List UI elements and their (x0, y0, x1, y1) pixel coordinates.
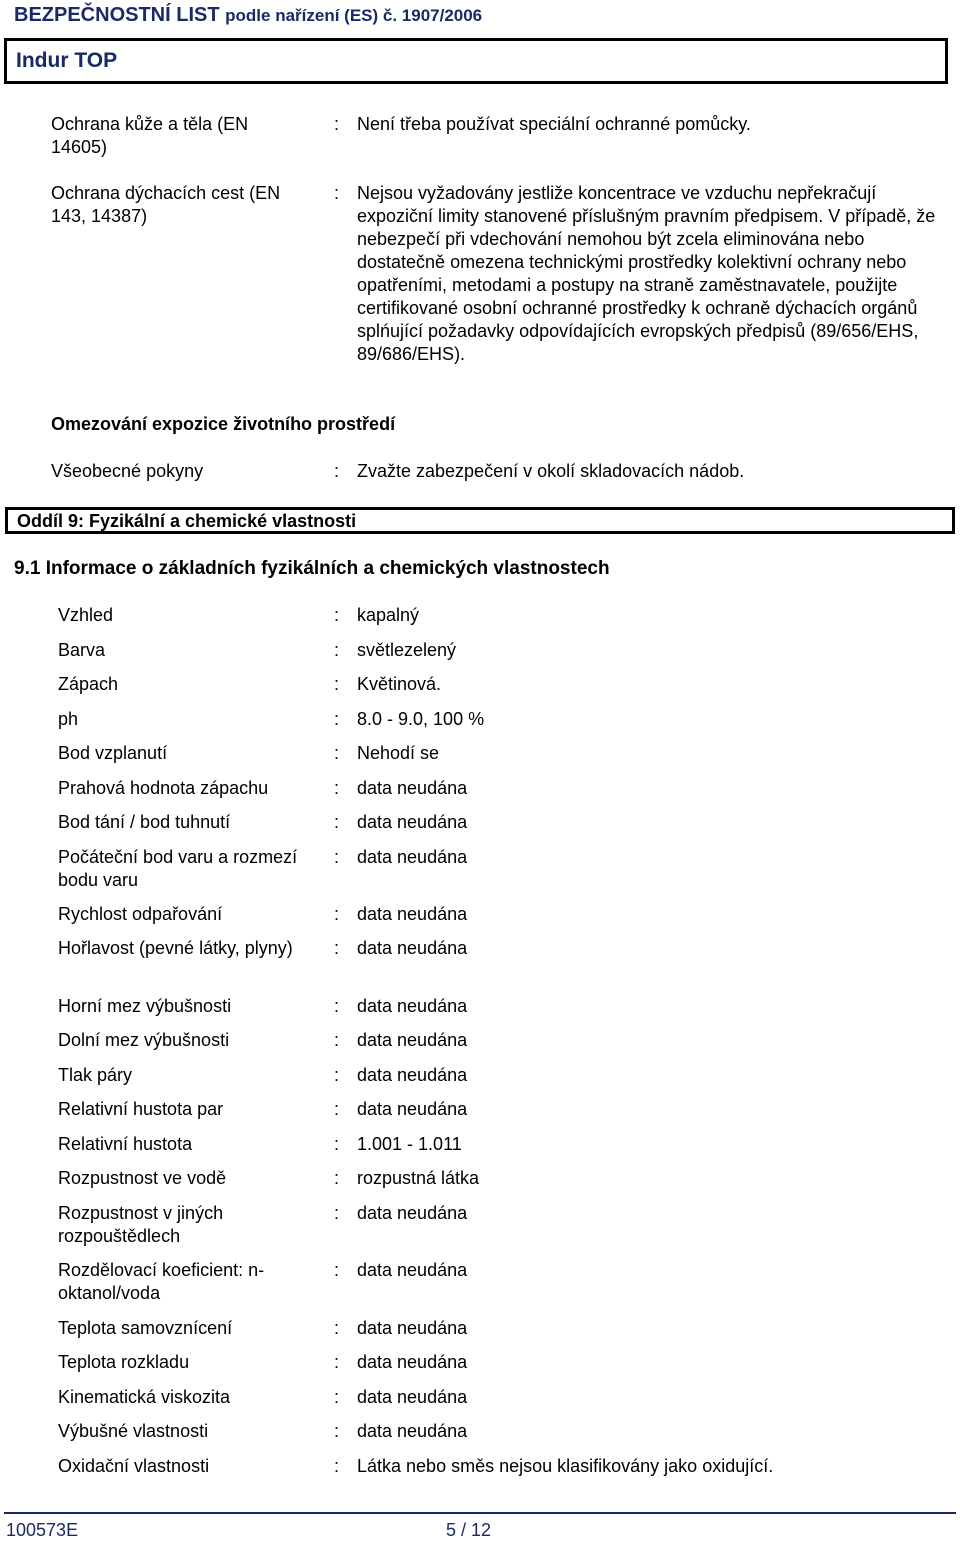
skin-protection-label: Ochrana kůže a těla (EN 14605) (51, 114, 249, 157)
property-value: 1.001 - 1.011 (357, 1134, 462, 1154)
separator: : (334, 1456, 340, 1476)
separator: : (334, 1168, 340, 1188)
separator: : (334, 640, 340, 660)
property-value: Látka nebo směs nejsou klasifikovány jako oxidující. (357, 1456, 774, 1476)
property-label: Oxidační vlastnosti (58, 1456, 210, 1476)
separator: : (334, 1030, 340, 1050)
separator: : (334, 847, 340, 867)
document-title (14, 4, 482, 27)
property-value: data neudána (357, 1203, 468, 1223)
property-label: Hořlavost (pevné látky, plyny) (58, 938, 293, 958)
property-label: Barva (58, 640, 106, 660)
property-label: Dolní mez výbušnosti (58, 1030, 230, 1050)
separator: : (334, 778, 340, 798)
respiratory-protection-label: Ochrana dýchacích cest (EN 143, 14387) (51, 183, 281, 226)
property-label: Rozdělovací koeficient: n-oktanol/voda (58, 1260, 265, 1303)
property-value: data neudána (357, 778, 468, 798)
separator: : (334, 605, 340, 625)
document-title-regulation: podle nařízení (ES) č. 1907/2006 (225, 6, 483, 25)
property-label: Rozpustnost ve vodě (58, 1168, 227, 1188)
property-label: Bod tání / bod tuhnutí (58, 812, 231, 832)
footer-divider (4, 1512, 956, 1514)
separator: : (334, 1318, 340, 1338)
property-value: 8.0 - 9.0, 100 % (357, 709, 485, 729)
separator: : (334, 1203, 340, 1223)
property-value: Květinová. (357, 674, 442, 694)
property-value: data neudána (357, 938, 468, 958)
property-value: data neudána (357, 1099, 468, 1119)
property-label: Prahová hodnota zápachu (58, 778, 269, 798)
section-9-title: Oddíl 9: Fyzikální a chemické vlastnosti (17, 511, 357, 531)
separator: : (334, 743, 340, 763)
property-value: data neudána (357, 1065, 468, 1085)
property-label: Počáteční bod varu a rozmezí bodu varu (58, 847, 298, 890)
property-value: data neudána (357, 1260, 468, 1280)
environment-row (0, 460, 960, 484)
separator: : (334, 1065, 340, 1085)
separator: : (334, 114, 340, 134)
respiratory-protection-row (0, 182, 960, 372)
property-value: data neudána (357, 1352, 468, 1372)
property-value: data neudána (357, 904, 468, 924)
property-label: Bod vzplanutí (58, 743, 168, 763)
document-title-main: BEZPEČNOSTNÍ LIST (14, 4, 220, 26)
separator: : (334, 1421, 340, 1441)
separator: : (334, 183, 340, 203)
property-label: Teplota rozkladu (58, 1352, 190, 1372)
footer-page-number: 5 / 12 (446, 1520, 492, 1540)
property-label: Relativní hustota par (58, 1099, 224, 1119)
property-label: ph (58, 709, 79, 729)
separator: : (334, 1260, 340, 1280)
property-value: data neudána (357, 1030, 468, 1050)
property-value: data neudána (357, 847, 468, 867)
property-label: Horní mez výbušnosti (58, 996, 232, 1016)
separator: : (334, 461, 340, 481)
separator: : (334, 1134, 340, 1154)
environment-label: Všeobecné pokyny (51, 461, 204, 481)
footer-document-code: 100573E (6, 1520, 79, 1540)
property-label: Tlak páry (58, 1065, 133, 1085)
separator: : (334, 674, 340, 694)
environment-value: Zvažte zabezpečení v okolí skladovacích nádob. (357, 461, 745, 481)
product-name-box (4, 38, 948, 84)
separator: : (334, 1352, 340, 1372)
separator: : (334, 904, 340, 924)
section-9-1-heading: 9.1 Informace o základních fyzikálních a chemických vlastnostech (14, 558, 610, 579)
separator: : (334, 1387, 340, 1407)
property-value: data neudána (357, 812, 468, 832)
property-value: rozpustná látka (357, 1168, 480, 1188)
environment-heading: Omezování expozice životního prostředí (51, 414, 396, 434)
property-label: Rozpustnost v jiných rozpouštědlech (58, 1203, 224, 1246)
property-label: Výbušné vlastnosti (58, 1421, 209, 1441)
property-value: světlezelený (357, 640, 457, 660)
property-value: Nehodí se (357, 743, 440, 763)
property-label: Rychlost odpařování (58, 904, 223, 924)
property-value: data neudána (357, 1318, 468, 1338)
property-label: Teplota samovznícení (58, 1318, 233, 1338)
property-label: Relativní hustota (58, 1134, 193, 1154)
separator: : (334, 709, 340, 729)
property-value: data neudána (357, 1387, 468, 1407)
property-label: Kinematická viskozita (58, 1387, 231, 1407)
property-value: data neudána (357, 996, 468, 1016)
skin-protection-value: Není třeba používat speciální ochranné pomůcky. (357, 114, 751, 134)
separator: : (334, 996, 340, 1016)
respiratory-protection-value: Nejsou vyžadovány jestliže koncentrace ve vzduchu nepřekračují expoziční limity stanovené příslušným pravním předpisem. V případě, že nebezpečí při vdechování nemohou být zcela eliminována nebo dostatečně omezena technickými prostředky kolektivní ochrany nebo opatřeními, metodami a postupy na straně zaměstnavatele, použijte certifikované osobní ochranné prostředky k ochraně dýchacích orgánů splńující požadavky odpovídajících evropských předpisů (89/656/EHS, 89/686/EHS). (357, 183, 936, 364)
section-9-header (5, 507, 955, 534)
property-value: data neudána (357, 1421, 468, 1441)
property-label: Vzhled (58, 605, 114, 625)
separator: : (334, 1099, 340, 1119)
skin-protection-row (0, 113, 960, 163)
property-value: kapalný (357, 605, 420, 625)
product-name: Indur TOP (16, 49, 118, 72)
separator: : (334, 938, 340, 958)
separator: : (334, 812, 340, 832)
property-label: Zápach (58, 674, 119, 694)
